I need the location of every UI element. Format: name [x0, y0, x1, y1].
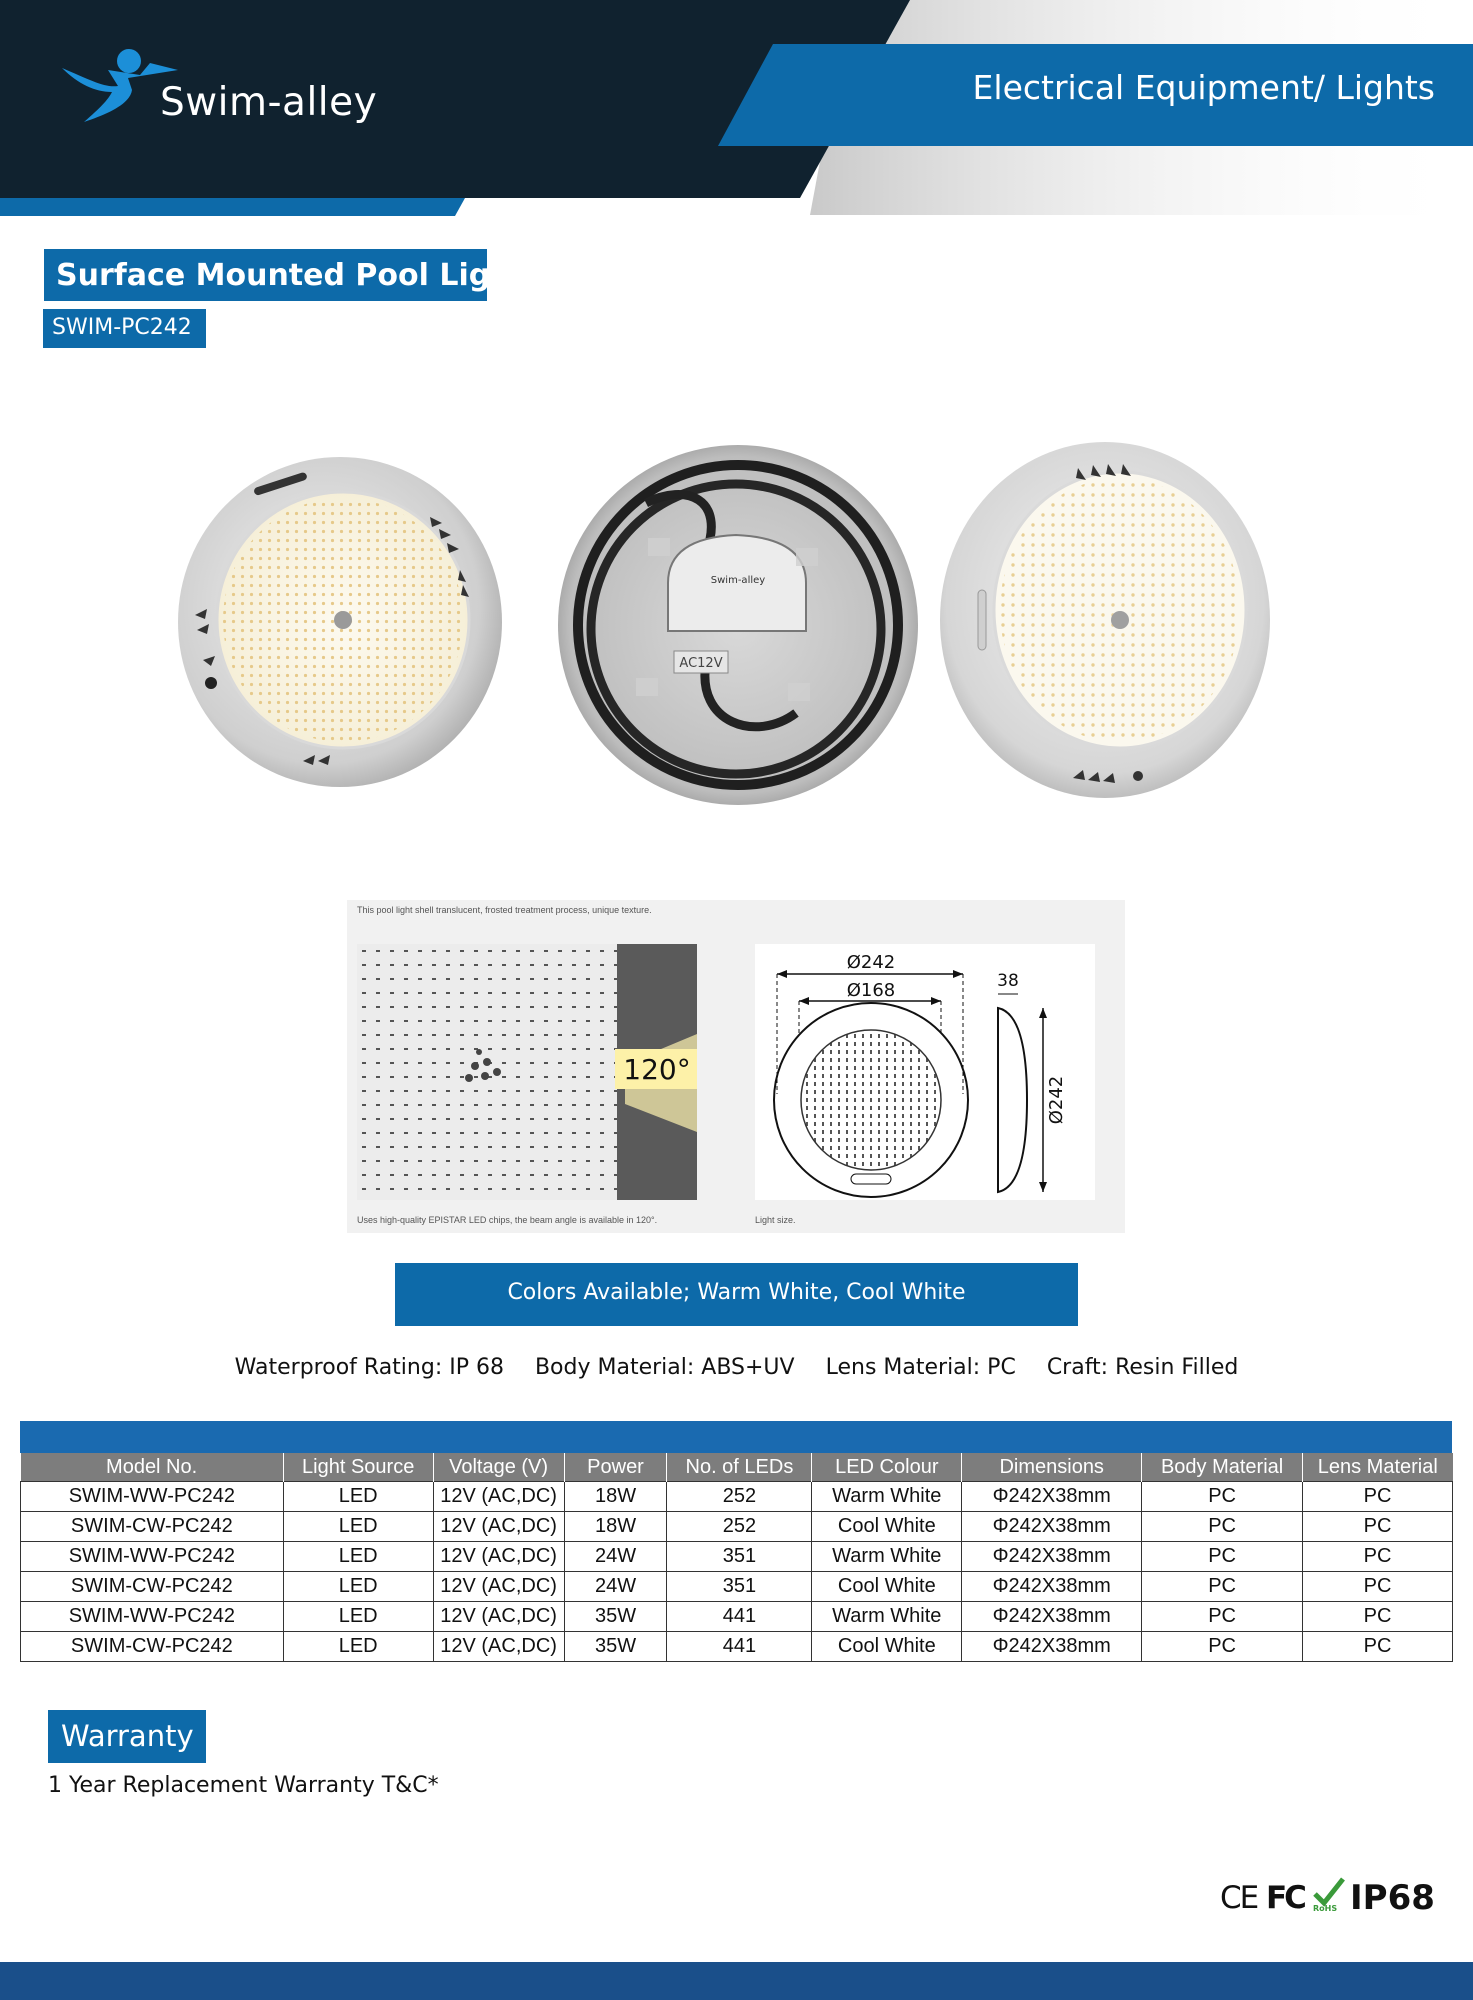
cell-power: 35W	[564, 1602, 667, 1632]
table-row	[21, 1482, 1453, 1512]
table-row	[21, 1572, 1453, 1602]
col-led-count: No. of LEDs	[667, 1453, 812, 1482]
cell-lens-material: PC	[1303, 1572, 1453, 1602]
cell-power: 24W	[564, 1572, 667, 1602]
spec-panel	[347, 900, 1125, 1233]
cell-voltage: 12V (AC,DC)	[433, 1602, 564, 1632]
cell-lens-material: PC	[1303, 1512, 1453, 1542]
table-header-band	[20, 1421, 1452, 1453]
warranty-title: Warranty	[61, 1719, 194, 1753]
col-body-material: Body Material	[1142, 1453, 1303, 1482]
table-header-row	[21, 1453, 1453, 1482]
col-model: Model No.	[21, 1453, 284, 1482]
warranty-text: 1 Year Replacement Warranty T&C*	[48, 1773, 439, 1798]
cell-led-colour: Cool White	[812, 1572, 962, 1602]
cell-power: 18W	[564, 1482, 667, 1512]
rohs-label: RoHS	[1313, 1904, 1338, 1913]
dim-outer-label: Ø242	[846, 952, 896, 973]
cell-voltage: 12V (AC,DC)	[433, 1482, 564, 1512]
attributes-line	[0, 1355, 1473, 1380]
product-photo-angle	[938, 440, 1273, 802]
cell-model: SWIM-WW-PC242	[21, 1542, 284, 1572]
cell-lens-material: PC	[1303, 1542, 1453, 1572]
cell-light-source: LED	[283, 1542, 433, 1572]
cell-body-material: PC	[1142, 1482, 1303, 1512]
spec-right-caption: Light size.	[755, 1215, 796, 1225]
col-led-colour: LED Colour	[812, 1453, 962, 1482]
col-voltage: Voltage (V)	[433, 1453, 564, 1482]
spec-table	[20, 1453, 1453, 1662]
cell-lens-material: PC	[1303, 1632, 1453, 1662]
dim-depth-label: 38	[997, 971, 1019, 991]
cell-light-source: LED	[283, 1602, 433, 1632]
cell-led-count: 441	[667, 1632, 812, 1662]
attr-body-material: Body Material: ABS+UV	[534, 1355, 795, 1380]
ip68-mark: IP68	[1350, 1878, 1435, 1918]
product-code: SWIM-PC242	[52, 315, 192, 340]
cell-led-count: 252	[667, 1482, 812, 1512]
cell-led-count: 351	[667, 1572, 812, 1602]
dim-height-label: Ø242	[1046, 1075, 1067, 1125]
section-title: Electrical Equipment/ Lights	[972, 68, 1435, 107]
beam-angle-label: 120°	[623, 1053, 691, 1086]
attr-craft: Craft: Resin Filled	[1046, 1355, 1239, 1380]
table-row	[21, 1602, 1453, 1632]
product-photo-front	[175, 455, 505, 790]
col-dimensions: Dimensions	[962, 1453, 1142, 1482]
cell-light-source: LED	[283, 1482, 433, 1512]
attr-lens-material: Lens Material: PC	[825, 1355, 1016, 1380]
label-brand: Swim-alley	[710, 575, 766, 586]
cell-model: SWIM-CW-PC242	[21, 1632, 284, 1662]
cell-led-colour: Cool White	[812, 1512, 962, 1542]
cell-light-source: LED	[283, 1632, 433, 1662]
cell-dimensions: Φ242X38mm	[962, 1512, 1142, 1542]
cell-led-colour: Warm White	[812, 1542, 962, 1572]
cell-dimensions: Φ242X38mm	[962, 1482, 1142, 1512]
cell-led-count: 252	[667, 1512, 812, 1542]
cell-model: SWIM-CW-PC242	[21, 1512, 284, 1542]
table-row	[21, 1512, 1453, 1542]
cell-model: SWIM-CW-PC242	[21, 1572, 284, 1602]
cell-dimensions: Φ242X38mm	[962, 1602, 1142, 1632]
dimension-drawing	[755, 944, 1095, 1200]
dim-inner-label: Ø168	[846, 980, 896, 1001]
cell-lens-material: PC	[1303, 1602, 1453, 1632]
cell-body-material: PC	[1142, 1602, 1303, 1632]
cell-dimensions: Φ242X38mm	[962, 1542, 1142, 1572]
led-board-image	[357, 944, 697, 1200]
col-lens-material: Lens Material	[1303, 1453, 1453, 1482]
cell-voltage: 12V (AC,DC)	[433, 1572, 564, 1602]
col-power: Power	[564, 1453, 667, 1482]
cell-led-colour: Warm White	[812, 1602, 962, 1632]
cell-voltage: 12V (AC,DC)	[433, 1632, 564, 1662]
cell-led-colour: Warm White	[812, 1482, 962, 1512]
cell-voltage: 12V (AC,DC)	[433, 1512, 564, 1542]
table-row	[21, 1632, 1453, 1662]
cell-model: SWIM-WW-PC242	[21, 1602, 284, 1632]
cell-light-source: LED	[283, 1572, 433, 1602]
attr-waterproof: Waterproof Rating: IP 68	[234, 1355, 504, 1380]
col-light-source: Light Source	[283, 1453, 433, 1482]
colors-banner: Colors Available; Warm White, Cool White	[507, 1280, 966, 1305]
fcc-mark-icon: FC	[1266, 1880, 1304, 1916]
cell-body-material: PC	[1142, 1632, 1303, 1662]
spec-top-caption: This pool light shell translucent, frosted treatment process, unique texture.	[357, 905, 652, 915]
cell-dimensions: Φ242X38mm	[962, 1632, 1142, 1662]
cell-led-colour: Cool White	[812, 1632, 962, 1662]
cell-light-source: LED	[283, 1512, 433, 1542]
spec-left-caption: Uses high-quality EPISTAR LED chips, the beam angle is available in 120°.	[357, 1215, 658, 1225]
footer-bar	[0, 1962, 1473, 2000]
cell-led-count: 351	[667, 1542, 812, 1572]
cell-body-material: PC	[1142, 1512, 1303, 1542]
product-title: Surface Mounted Pool Lights	[56, 258, 544, 293]
cell-lens-material: PC	[1303, 1482, 1453, 1512]
cell-power: 18W	[564, 1512, 667, 1542]
voltage-sticker: AC12V	[679, 656, 723, 671]
cell-power: 24W	[564, 1542, 667, 1572]
ce-mark-icon: CE	[1220, 1880, 1258, 1916]
cell-model: SWIM-WW-PC242	[21, 1482, 284, 1512]
cell-power: 35W	[564, 1632, 667, 1662]
cell-body-material: PC	[1142, 1572, 1303, 1602]
product-photo-back	[556, 443, 921, 808]
cell-body-material: PC	[1142, 1542, 1303, 1572]
cell-dimensions: Φ242X38mm	[962, 1572, 1142, 1602]
cell-voltage: 12V (AC,DC)	[433, 1542, 564, 1572]
brand-name: Swim-alley	[160, 80, 378, 125]
cell-led-count: 441	[667, 1602, 812, 1632]
table-row	[21, 1542, 1453, 1572]
